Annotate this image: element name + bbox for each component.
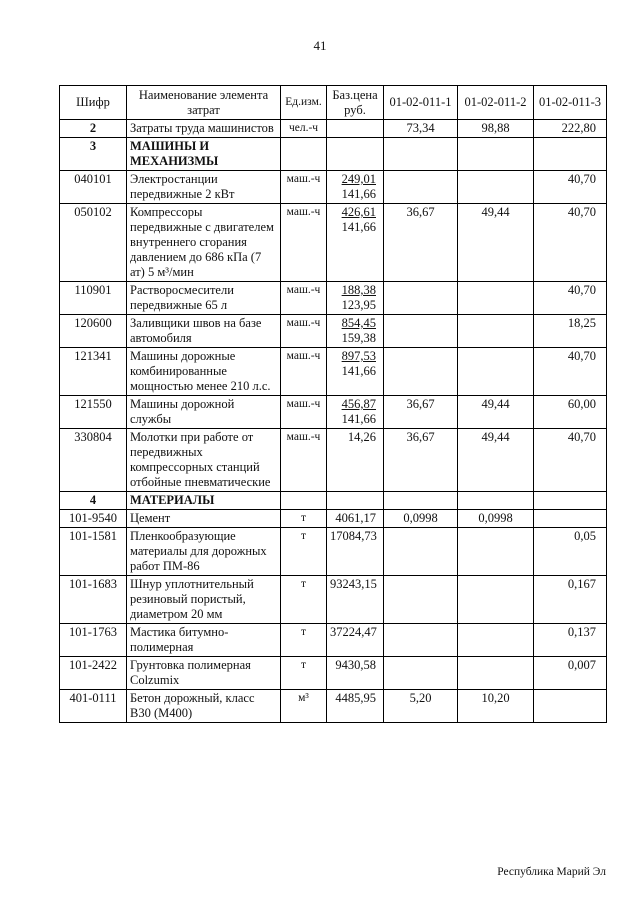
value-cell-1: 36,67 xyxy=(384,396,458,429)
name-cell: Машины дорожные комбинированные мощностью менее 210 л.с. xyxy=(127,348,281,396)
price-cell xyxy=(327,624,384,657)
price-main: 249,01 xyxy=(341,172,376,186)
name-cell: Грунтовка полимерная Colzumix xyxy=(127,657,281,690)
price-main: 426,61 xyxy=(341,205,376,219)
price-main: 188,38 xyxy=(341,283,376,297)
value-cell-2 xyxy=(458,282,534,315)
table-row xyxy=(60,576,607,624)
value-cell-3: 40,70 xyxy=(534,348,607,396)
table-row xyxy=(60,624,607,657)
price-main: 14,26 xyxy=(347,430,376,444)
value-cell-2 xyxy=(458,657,534,690)
unit-cell: маш.-ч xyxy=(281,282,327,315)
name-cell: Молотки при работе от передвижных компрессорных станций отбойные пневматические xyxy=(127,429,281,492)
price-cell xyxy=(327,282,384,315)
price-cell xyxy=(327,690,384,723)
name-cell: Мастика битумно-полимерная xyxy=(127,624,281,657)
value-cell-2: 0,0998 xyxy=(458,510,534,528)
name-cell: Электростанции передвижные 2 кВт xyxy=(127,171,281,204)
value-cell-1: 36,67 xyxy=(384,204,458,282)
price-sub: 159,38 xyxy=(341,331,376,345)
value-cell-1 xyxy=(384,138,458,171)
value-cell-3: 40,70 xyxy=(534,171,607,204)
code-cell: 120600 xyxy=(60,315,127,348)
section-title-cell: МАТЕРИАЛЫ xyxy=(127,492,281,510)
value-cell-1: 0,0998 xyxy=(384,510,458,528)
value-cell-1: 73,34 xyxy=(384,120,458,138)
name-cell: Шнур уплотнительный резиновый пористый, диаметром 20 мм xyxy=(127,576,281,624)
price-main: 456,87 xyxy=(341,397,376,411)
value-cell-2 xyxy=(458,348,534,396)
section-code-cell: 3 xyxy=(60,138,127,171)
code-cell: 121550 xyxy=(60,396,127,429)
value-cell-1: 36,67 xyxy=(384,429,458,492)
table-row xyxy=(60,120,607,138)
value-cell-3: 60,00 xyxy=(534,396,607,429)
value-cell-1 xyxy=(384,624,458,657)
price-sub: 123,95 xyxy=(341,298,376,312)
price-main: 17084,73 xyxy=(330,529,377,543)
value-cell-1 xyxy=(384,348,458,396)
name-cell: Бетон дорожный, класс В30 (М400) xyxy=(127,690,281,723)
price-cell xyxy=(327,120,384,138)
price-cell xyxy=(327,657,384,690)
unit-cell: т xyxy=(281,528,327,576)
code-cell: 330804 xyxy=(60,429,127,492)
unit-cell xyxy=(281,138,327,171)
value-cell-2 xyxy=(458,315,534,348)
section-row xyxy=(60,138,607,171)
value-cell-2: 49,44 xyxy=(458,396,534,429)
code-cell: 040101 xyxy=(60,171,127,204)
value-cell-3: 0,007 xyxy=(534,657,607,690)
price-main: 4485,95 xyxy=(335,691,376,705)
header-name: Наименование элемента затрат xyxy=(127,86,281,120)
unit-cell: т xyxy=(281,657,327,690)
unit-cell xyxy=(281,492,327,510)
value-cell-2: 98,88 xyxy=(458,120,534,138)
rates-table xyxy=(59,85,607,723)
table-row xyxy=(60,657,607,690)
value-cell-3 xyxy=(534,690,607,723)
name-cell: Затраты труда машинистов xyxy=(127,120,281,138)
price-cell xyxy=(327,171,384,204)
value-cell-2: 10,20 xyxy=(458,690,534,723)
table-row xyxy=(60,396,607,429)
code-cell: 2 xyxy=(60,120,127,138)
unit-cell: т xyxy=(281,624,327,657)
code-cell: 101-1581 xyxy=(60,528,127,576)
price-main: 9430,58 xyxy=(335,658,376,672)
price-cell xyxy=(327,204,384,282)
price-cell xyxy=(327,348,384,396)
header-col-3: 01-02-011-3 xyxy=(534,86,607,120)
price-sub: 141,66 xyxy=(341,364,376,378)
value-cell-2 xyxy=(458,576,534,624)
header-price: Баз.цена руб. xyxy=(327,86,384,120)
code-cell: 401-0111 xyxy=(60,690,127,723)
price-main: 897,53 xyxy=(341,349,376,363)
unit-cell: м³ xyxy=(281,690,327,723)
code-cell: 050102 xyxy=(60,204,127,282)
table-row xyxy=(60,282,607,315)
value-cell-3 xyxy=(534,138,607,171)
value-cell-3 xyxy=(534,510,607,528)
value-cell-3: 18,25 xyxy=(534,315,607,348)
unit-cell: чел.-ч xyxy=(281,120,327,138)
price-main: 37224,47 xyxy=(330,625,377,639)
value-cell-3: 40,70 xyxy=(534,429,607,492)
value-cell-2 xyxy=(458,171,534,204)
name-cell: Компрессоры передвижные с двигателем внутреннего сгорания давлением до 686 кПа (7 ат) 5 м³/мин xyxy=(127,204,281,282)
section-title-cell: МАШИНЫ И МЕХАНИЗМЫ xyxy=(127,138,281,171)
value-cell-3: 0,137 xyxy=(534,624,607,657)
value-cell-1 xyxy=(384,492,458,510)
price-main: 4061,17 xyxy=(335,511,376,525)
table-row xyxy=(60,171,607,204)
section-row xyxy=(60,492,607,510)
price-cell xyxy=(327,396,384,429)
value-cell-1 xyxy=(384,576,458,624)
table-row xyxy=(60,690,607,723)
header-unit: Ед.изм. xyxy=(281,86,327,120)
rates-table-container xyxy=(59,85,606,723)
price-sub: 141,66 xyxy=(341,220,376,234)
header-code: Шифр xyxy=(60,86,127,120)
unit-cell: маш.-ч xyxy=(281,315,327,348)
header-col-1: 01-02-011-1 xyxy=(384,86,458,120)
price-cell xyxy=(327,138,384,171)
page-number: 41 xyxy=(313,38,327,53)
value-cell-3: 0,05 xyxy=(534,528,607,576)
table-body xyxy=(60,120,607,723)
unit-cell: маш.-ч xyxy=(281,348,327,396)
table-header-row xyxy=(60,86,607,120)
value-cell-2: 49,44 xyxy=(458,204,534,282)
value-cell-3: 222,80 xyxy=(534,120,607,138)
price-cell xyxy=(327,492,384,510)
price-sub: 141,66 xyxy=(341,412,376,426)
price-cell xyxy=(327,315,384,348)
price-cell xyxy=(327,528,384,576)
section-code-cell: 4 xyxy=(60,492,127,510)
value-cell-1 xyxy=(384,171,458,204)
name-cell: Пленкообразующие материалы для дорожных работ ПМ-86 xyxy=(127,528,281,576)
price-sub: 141,66 xyxy=(341,187,376,201)
value-cell-3: 40,70 xyxy=(534,282,607,315)
code-cell: 110901 xyxy=(60,282,127,315)
unit-cell: маш.-ч xyxy=(281,204,327,282)
value-cell-2 xyxy=(458,138,534,171)
price-cell xyxy=(327,576,384,624)
table-row xyxy=(60,528,607,576)
price-cell xyxy=(327,429,384,492)
code-cell: 121341 xyxy=(60,348,127,396)
table-row xyxy=(60,204,607,282)
table-row xyxy=(60,429,607,492)
value-cell-2 xyxy=(458,528,534,576)
table-row xyxy=(60,315,607,348)
value-cell-3: 40,70 xyxy=(534,204,607,282)
code-cell: 101-1763 xyxy=(60,624,127,657)
footer-region-label: Республика Марий Эл xyxy=(497,866,606,878)
name-cell: Цемент xyxy=(127,510,281,528)
value-cell-1 xyxy=(384,528,458,576)
value-cell-2: 49,44 xyxy=(458,429,534,492)
name-cell: Растворосмесители передвижные 65 л xyxy=(127,282,281,315)
table-row xyxy=(60,348,607,396)
unit-cell: маш.-ч xyxy=(281,396,327,429)
value-cell-2 xyxy=(458,492,534,510)
price-main: 854,45 xyxy=(341,316,376,330)
name-cell: Заливщики швов на базе автомобиля xyxy=(127,315,281,348)
value-cell-1 xyxy=(384,282,458,315)
value-cell-1 xyxy=(384,315,458,348)
name-cell: Машины дорожной службы xyxy=(127,396,281,429)
unit-cell: маш.-ч xyxy=(281,429,327,492)
value-cell-3 xyxy=(534,492,607,510)
code-cell: 101-1683 xyxy=(60,576,127,624)
unit-cell: т xyxy=(281,510,327,528)
header-col-2: 01-02-011-2 xyxy=(458,86,534,120)
price-main: 93243,15 xyxy=(330,577,377,591)
unit-cell: т xyxy=(281,576,327,624)
code-cell: 101-9540 xyxy=(60,510,127,528)
value-cell-1 xyxy=(384,657,458,690)
value-cell-2 xyxy=(458,624,534,657)
price-cell xyxy=(327,510,384,528)
code-cell: 101-2422 xyxy=(60,657,127,690)
value-cell-3: 0,167 xyxy=(534,576,607,624)
value-cell-1: 5,20 xyxy=(384,690,458,723)
unit-cell: маш.-ч xyxy=(281,171,327,204)
table-row xyxy=(60,510,607,528)
